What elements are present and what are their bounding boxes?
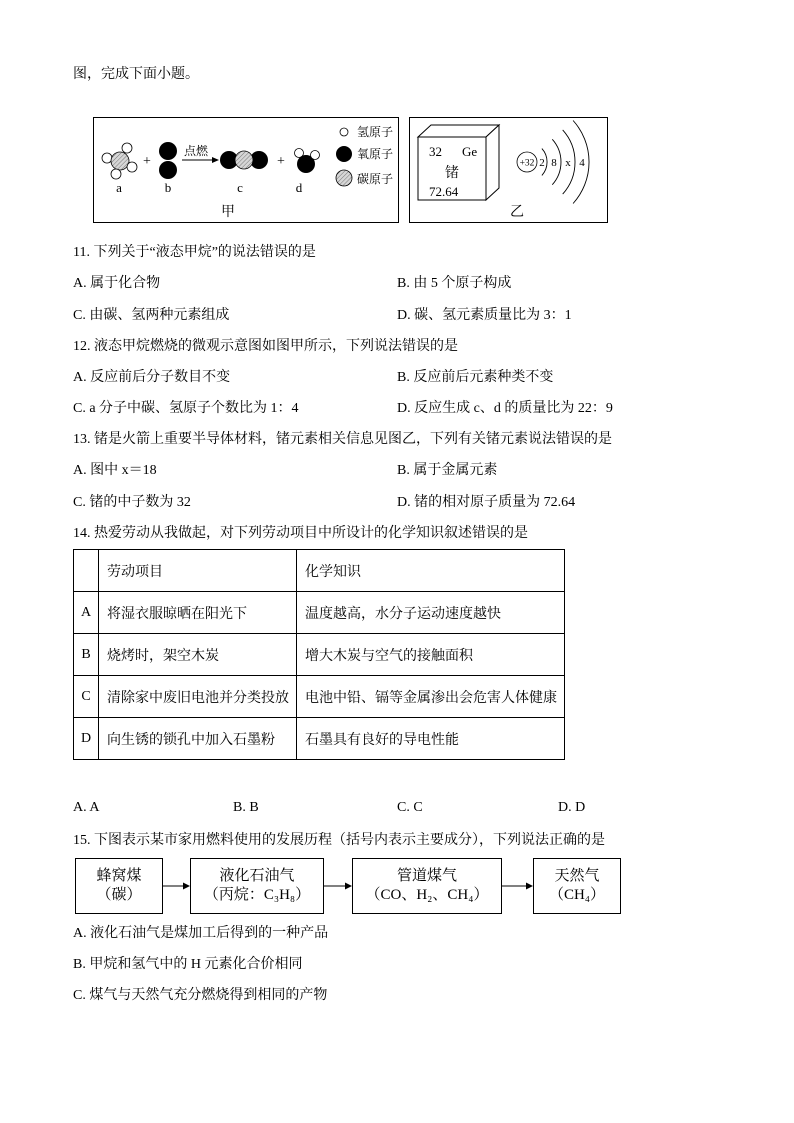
question-13-option-a: A. 图中 x＝18 — [73, 463, 157, 478]
question-12-stem: 12. 液态甲烷燃烧的微观示意图如图甲所示，下列说法错误的是 — [73, 339, 458, 354]
hydrogen-atom — [127, 162, 137, 172]
fuel-stage-name: 天然气 — [554, 868, 600, 884]
fuel-stage-name: 液化石油气 — [219, 868, 295, 884]
row-knowledge: 电池中铅、镉等金属渗出会危害人体健康 — [297, 676, 565, 718]
hydrogen-atom — [311, 151, 320, 160]
atom-structure-diagram — [517, 121, 589, 204]
figure-jia-border — [94, 118, 399, 223]
molecule-b — [159, 142, 177, 179]
row-key: D — [74, 718, 99, 760]
flow-arrow — [162, 880, 190, 892]
hydrogen-atom — [102, 153, 112, 163]
fuel-stage-name: 管道煤气 — [396, 868, 457, 884]
question-11-stem: 11. 下列关于“液态甲烷”的说法错误的是 — [73, 245, 316, 260]
table-row — [74, 676, 565, 718]
table-header-row — [74, 550, 565, 592]
row-task: 清除家中废旧电池并分类投放 — [99, 676, 297, 718]
legend-oxygen-swatch — [336, 146, 352, 162]
question-15-stem: 15. 下图表示某市家用燃料使用的发展历程（括号内表示主要成分），下列说法正确的是 — [73, 833, 605, 848]
legend-carbon-swatch — [336, 170, 352, 186]
legend-carbon-label: 碳原子 — [357, 172, 394, 186]
figure-yi-germanium — [409, 117, 608, 223]
question-11-option-c: C. 由碳、氢两种元素组成 — [73, 308, 230, 323]
row-task: 烧烤时，架空木炭 — [99, 634, 297, 676]
figure-yi-caption: 乙 — [510, 205, 524, 220]
question-12-option-d: D. 反应生成 c、d 的质量比为 22：9 — [397, 401, 613, 416]
element-atomic-number: 32 — [429, 144, 442, 159]
table-header-empty — [74, 550, 99, 592]
molecule-c — [220, 151, 268, 169]
question-14-stem: 14. 热爱劳动从我做起，对下列劳动项目中所设计的化学知识叙述错误的是 — [73, 526, 528, 541]
labor-knowledge-table — [73, 549, 565, 760]
legend-oxygen-label: 氧原子 — [357, 147, 394, 161]
table-header-task: 劳动项目 — [99, 550, 297, 592]
table-header-knowledge: 化学知识 — [297, 550, 565, 592]
row-knowledge: 增大木炭与空气的接触面积 — [297, 634, 565, 676]
shell-electron-count: 2 — [539, 157, 545, 169]
shell-electron-count: 4 — [579, 157, 585, 169]
question-15-option-b: B. 甲烷和氢气中的 H 元素化合价相同 — [73, 957, 303, 972]
fuel-stage-box — [533, 858, 621, 914]
fuel-stage-box — [75, 858, 163, 914]
oxygen-atom — [159, 161, 177, 179]
question-15-option-c: C. 煤气与天然气充分燃烧得到相同的产物 — [73, 988, 328, 1003]
plus-sign: + — [143, 154, 151, 169]
question-11-option-d: D. 碳、氢元素质量比为 3：1 — [397, 308, 572, 323]
reaction-condition: 点燃 — [183, 144, 209, 158]
legend-hydrogen-label: 氢原子 — [357, 125, 394, 139]
flow-arrow — [323, 880, 352, 892]
hydrogen-atom — [122, 143, 132, 153]
question-12-option-c: C. a 分子中碳、氢原子个数比为 1：4 — [73, 401, 299, 416]
question-11-option-a: A. 属于化合物 — [73, 276, 161, 291]
molecule-d — [295, 149, 320, 174]
element-atomic-mass: 72.64 — [429, 184, 459, 199]
question-13-option-c: C. 锗的中子数为 32 — [73, 495, 191, 510]
molecule-label-a: a — [116, 180, 122, 195]
row-task: 向生锈的锁孔中加入石墨粉 — [99, 718, 297, 760]
question-12-option-a: A. 反应前后分子数目不变 — [73, 370, 231, 385]
table-row — [74, 634, 565, 676]
question-14-option-d: D. D — [558, 800, 586, 815]
question-13-option-d: D. 锗的相对原子质量为 72.64 — [397, 495, 576, 510]
row-task: 将湿衣服晾晒在阳光下 — [99, 592, 297, 634]
question-11-option-b: B. 由 5 个原子构成 — [397, 276, 512, 291]
plus-sign: + — [277, 154, 285, 169]
fuel-stage-component: （碳） — [96, 887, 142, 903]
flow-arrow — [501, 880, 533, 892]
legend-hydrogen-swatch — [340, 128, 348, 136]
oxygen-atom — [159, 142, 177, 160]
question-14-option-b: B. B — [233, 800, 259, 815]
molecule-a — [102, 143, 137, 179]
hydrogen-atom — [111, 169, 121, 179]
element-symbol: Ge — [462, 144, 478, 159]
question-15-option-a: A. 液化石油气是煤加工后得到的一种产品 — [73, 926, 329, 941]
intro-text: 图，完成下面小题。 — [73, 67, 199, 82]
question-13-option-b: B. 属于金属元素 — [397, 463, 498, 478]
nucleus-charge: +32 — [519, 158, 535, 169]
row-key: B — [74, 634, 99, 676]
figure-jia-reaction-diagram — [93, 117, 399, 223]
table-row — [74, 592, 565, 634]
molecule-label-b: b — [164, 180, 172, 195]
molecule-label-c: c — [237, 180, 243, 195]
row-key: A — [74, 592, 99, 634]
table-row — [74, 718, 565, 760]
carbon-atom — [111, 152, 129, 170]
row-knowledge: 温度越高，水分子运动速度越快 — [297, 592, 565, 634]
fuel-stage-name: 蜂窝煤 — [96, 868, 142, 884]
fuel-stage-component: （CH₄） — [548, 887, 606, 903]
row-key: C — [74, 676, 99, 718]
molecule-label-d: d — [295, 180, 303, 195]
fuel-stage-box — [352, 858, 502, 914]
shell-electron-count: 8 — [551, 157, 557, 169]
shell-electron-count: x — [565, 157, 571, 169]
fuel-stage-box — [190, 858, 324, 914]
figure-jia-caption: 甲 — [221, 205, 235, 220]
question-12-option-b: B. 反应前后元素种类不变 — [397, 370, 554, 385]
question-14-option-a: A. A — [73, 800, 100, 815]
element-name: 锗 — [445, 166, 459, 181]
question-13-stem: 13. 锗是火箭上重要半导体材料，锗元素相关信息见图乙，下列有关锗元素说法错误的是 — [73, 432, 612, 447]
legend — [336, 125, 393, 186]
fuel-stage-component: （丙烷：C₃H₈） — [203, 887, 311, 903]
fuel-stage-component: （CO、H₂、CH₄） — [365, 887, 489, 903]
row-knowledge: 石墨具有良好的导电性能 — [297, 718, 565, 760]
carbon-atom — [235, 151, 253, 169]
question-14-option-c: C. C — [397, 800, 423, 815]
